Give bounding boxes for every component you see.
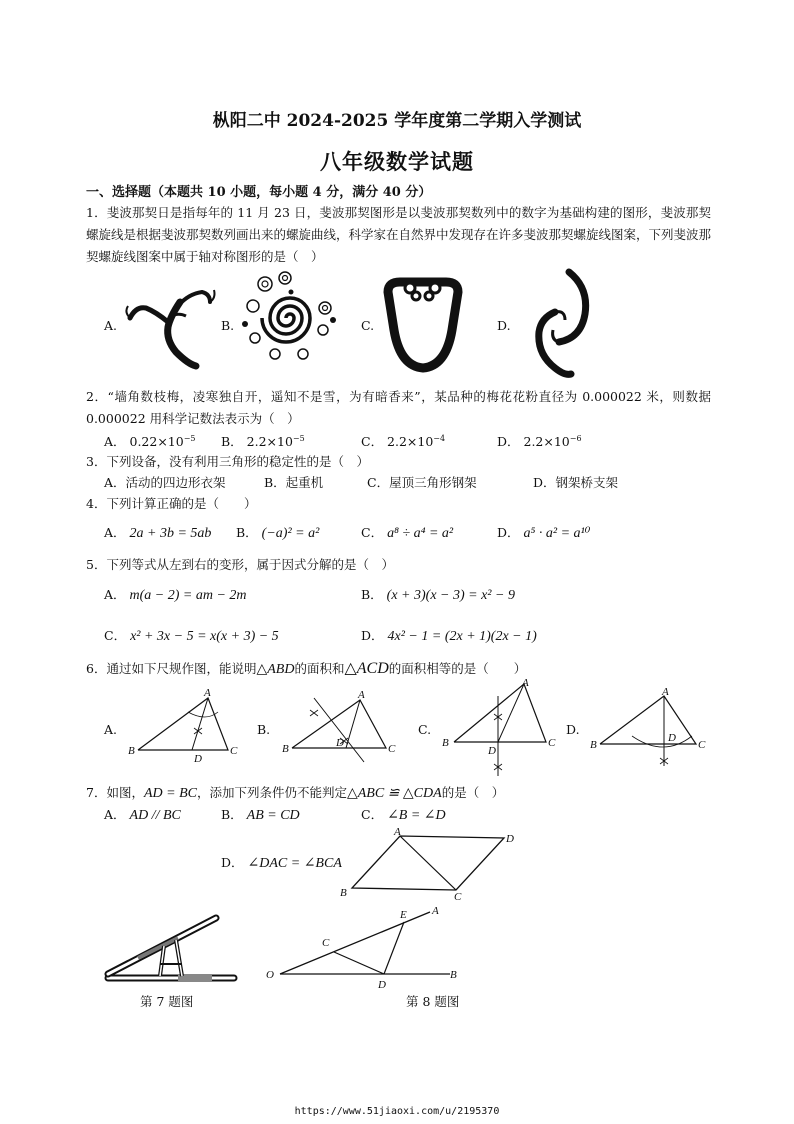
fig8-label-d: D	[378, 979, 386, 991]
fig8-label-a: A	[432, 905, 439, 917]
q7-label-d: D	[506, 833, 514, 845]
q6-option-d-label: D.	[566, 722, 580, 737]
q6b-label-a: A	[358, 690, 365, 701]
q2-option-d: D． $2.2\times 10^{-6}$	[497, 433, 582, 449]
q6-option-c-label: C.	[418, 722, 432, 737]
q7-label-b: B	[340, 887, 347, 899]
q6b-label-d: D	[336, 737, 344, 749]
figure-8-angle	[262, 900, 462, 992]
q7-parallelogram-figure	[336, 822, 526, 900]
q5-option-c: C． x² + 3x − 5 = x(x + 3) − 5	[104, 628, 279, 644]
question-3-stem: 3．下列设备，没有利用三角形的稳定性的是（ ）	[86, 454, 369, 469]
q6c-label-a: A	[522, 677, 529, 689]
q6a-label-d: D	[194, 753, 202, 764]
q2-option-b: B． $2.2\times 10^{-5}$	[221, 433, 305, 449]
q7-label-c: C	[454, 891, 462, 900]
q3-option-a: A．活动的四边形衣架	[104, 475, 226, 490]
q6d-label-a: A	[662, 686, 669, 698]
q6b-label-c: C	[388, 743, 396, 755]
q6c-label-b: B	[442, 737, 449, 749]
q6a-label-b: B	[128, 745, 135, 757]
q6-figure-a	[122, 688, 242, 764]
q1-figure-a	[118, 272, 228, 372]
q6-option-a-label: A.	[104, 722, 118, 737]
q6a-label-c: C	[230, 745, 238, 757]
exam-title: 枞阳二中 2024-2025 学年度第二学期入学测试	[212, 111, 582, 131]
figure-7-stand	[98, 908, 244, 988]
q1-option-c-label: C.	[361, 318, 375, 333]
q1-option-d-label: D.	[497, 318, 511, 333]
q4-option-b: B． (−a)² = a²	[236, 525, 320, 541]
fig8-label-b: B	[450, 969, 457, 981]
q6c-label-d: D	[488, 745, 496, 757]
q7-option-c: C． ∠B = ∠D	[361, 807, 446, 823]
q1-figure-b	[235, 268, 345, 364]
fig8-label-o: O	[266, 969, 274, 981]
q7-option-a: A． AD // BC	[104, 807, 181, 823]
q1-option-b-label: B.	[221, 318, 235, 333]
question-7-stem: 7．如图，AD = BC，添加下列条件仍不能判定△ABC ≌ △CDA的是（ ）	[86, 785, 505, 801]
q4-option-a: A． 2a + 3b = 5ab	[104, 525, 212, 541]
q2-option-a: A． $0.22\times 10^{-5}$	[104, 433, 196, 449]
q6c-label-c: C	[548, 737, 556, 749]
q6a-label-a: A	[204, 688, 211, 699]
question-6-stem: 6．通过如下尺规作图，能说明△ABD的面积和△ACD的面积相等的是（ ）	[86, 660, 527, 677]
q5-option-a: A． m(a − 2) = am − 2m	[104, 587, 247, 603]
q7-label-a: A	[394, 826, 401, 838]
q3-option-d: D．钢架桥支架	[533, 475, 619, 490]
question-1-stem: 1．斐波那契日是指每年的 11 月 23 日，斐波那契图形是以斐波那契数列中的数字为基础构建的图形，斐波那契螺旋线是根据斐波那契数列画出来的螺旋曲线，科学家在自然界中发现存在许多斐波那契螺旋线图案，下列斐波那契螺旋线图案中属于轴对称图形的是（ ）	[86, 205, 712, 264]
q5-option-b: B． (x + 3)(x − 3) = x² − 9	[361, 587, 515, 603]
q6-option-b-label: B.	[257, 722, 271, 737]
q3-option-b: B．起重机	[264, 475, 324, 490]
q6-figure-b	[278, 690, 404, 766]
question-4-stem: 4．下列计算正确的是（ ）	[86, 496, 257, 511]
figure-8-caption: 第 8 题图	[406, 994, 460, 1009]
question-5-stem: 5．下列等式从左到右的变形，属于因式分解的是（ ）	[86, 557, 394, 572]
q4-option-c: C． a⁸ ÷ a⁴ = a²	[361, 525, 454, 541]
q1-figure-c	[380, 270, 466, 374]
q3-option-c: C．屋顶三角形钢架	[367, 475, 477, 490]
q5-option-d: D． 4x² − 1 = (2x + 1)(2x − 1)	[361, 628, 537, 644]
exam-subtitle: 八年级数学试题	[320, 149, 474, 174]
q1-figure-d	[515, 268, 595, 378]
question-2-stem: 2．“墙角数枝梅，凌寒独自开，遥知不是雪，为有暗香来”，某品种的梅花花粉直径为 0.000022 米，则数据 0.000022 用科学记数法表示为（ ）	[86, 389, 711, 426]
fig8-label-e: E	[400, 909, 407, 921]
q7-option-d: D． ∠DAC = ∠BCA	[221, 855, 342, 871]
q6-figure-c	[440, 676, 564, 780]
section-heading: 一、选择题（本题共 10 小题，每小题 4 分，满分 40 分）	[86, 185, 432, 200]
figure-7-caption: 第 7 题图	[140, 994, 194, 1009]
q2-option-c: C． $2.2\times 10^{-4}$	[361, 433, 446, 449]
q6-figure-d	[588, 686, 712, 776]
q6d-label-b: B	[590, 739, 597, 751]
footer-watermark-link[interactable]: https://www.51jiaoxi.com/u/2195370	[294, 1106, 500, 1117]
q6d-label-c: C	[698, 739, 706, 751]
q6d-label-d: D	[668, 732, 676, 744]
q6b-label-b: B	[282, 743, 289, 755]
q4-option-d: D． a⁵ · a² = a¹⁰	[497, 525, 591, 541]
fig8-label-c: C	[322, 937, 330, 949]
q1-option-a-label: A.	[104, 318, 118, 333]
q7-option-b: B． AB = CD	[221, 807, 300, 823]
